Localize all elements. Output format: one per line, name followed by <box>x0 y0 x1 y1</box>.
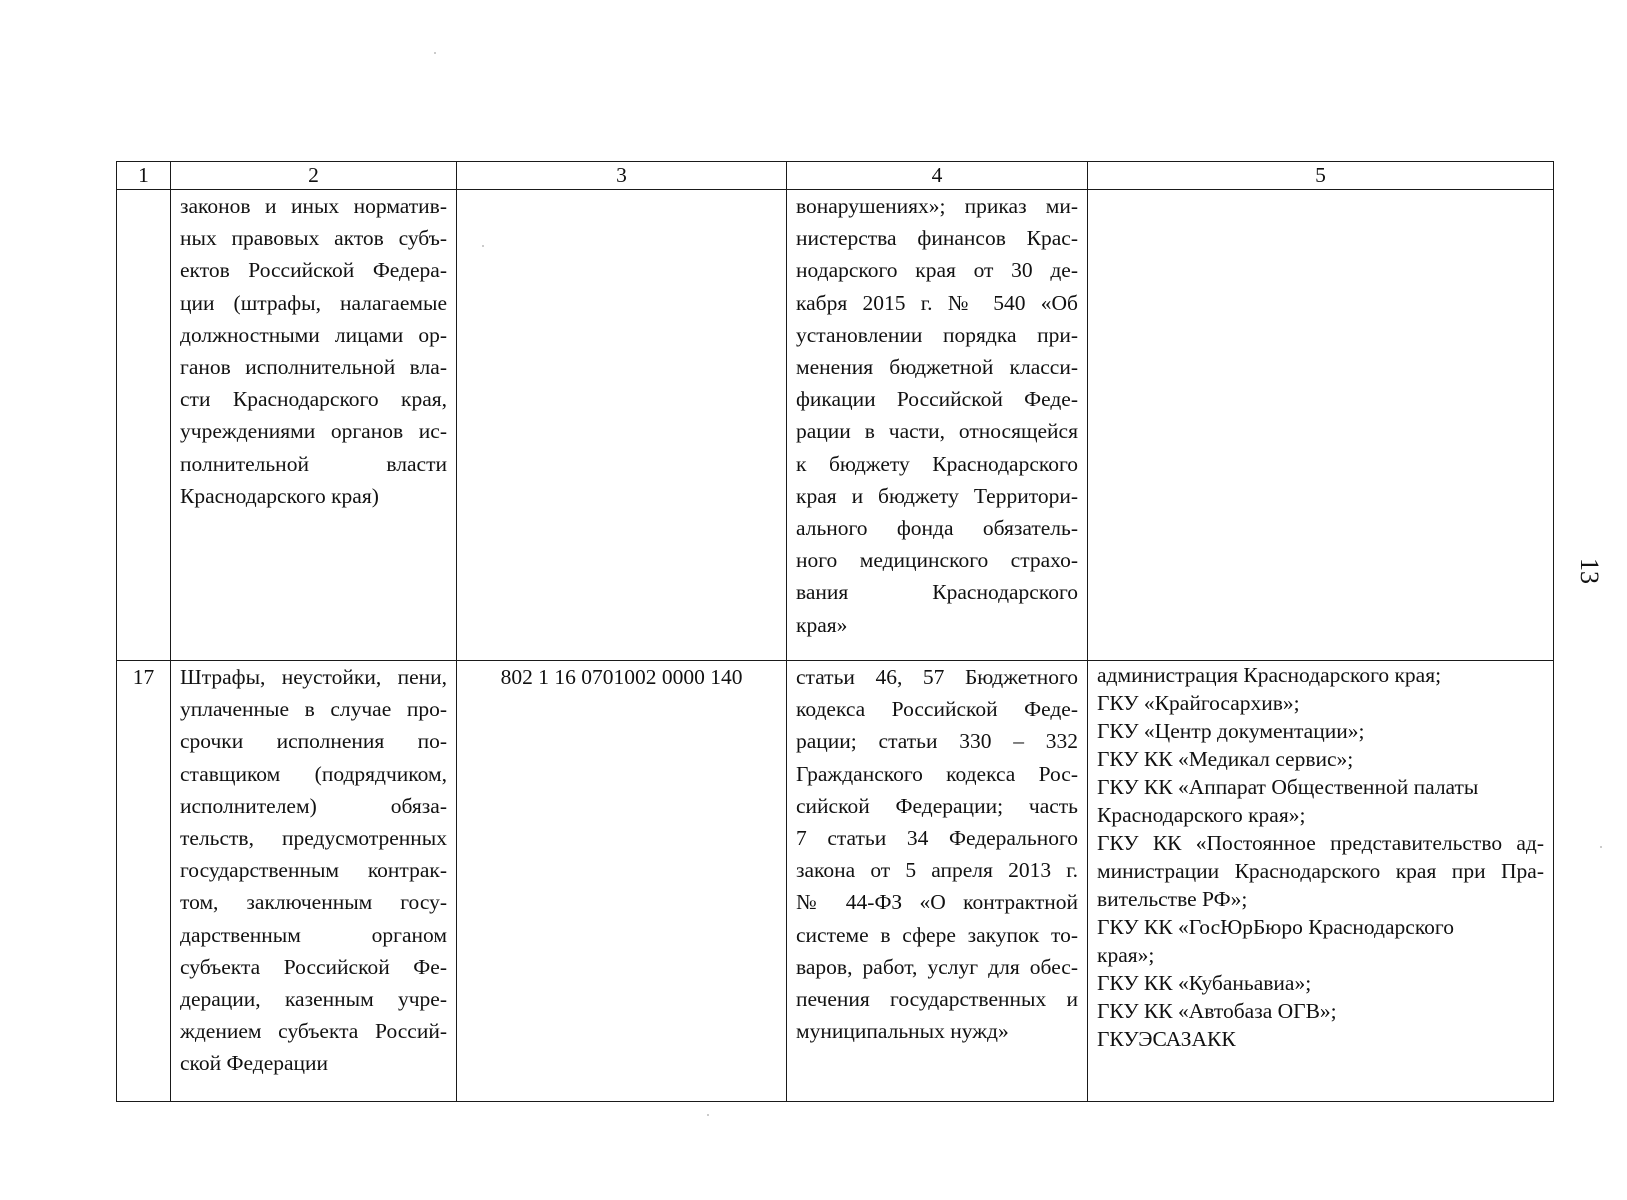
table-row <box>117 190 1554 661</box>
administrator-line: ГКУЭСАЗАКК <box>1097 1027 1236 1051</box>
text-line: срочки исполнения по- <box>180 729 447 754</box>
classification-code-cell <box>457 190 787 661</box>
text-line: к бюджету Краснодарского <box>796 451 1078 476</box>
text-line: кодекса Российской Феде- <box>796 697 1078 722</box>
text-line: ного медицинского страхо- <box>796 548 1078 573</box>
text-line: вонарушениях»; приказ ми- <box>796 194 1078 218</box>
table-header-row <box>117 162 1554 190</box>
text-line: рации в части, относящейся <box>796 419 1078 444</box>
scan-speck <box>434 52 436 54</box>
administrator-line: ГКУ КК «Кубаньавиа»; <box>1097 971 1312 995</box>
text-line: уплаченные в случае про- <box>180 697 447 722</box>
text-line: нодарского края от 30 де- <box>796 258 1078 283</box>
text-line: системе в сфере закупок то- <box>796 922 1078 947</box>
text-line: исполнителем) обяза- <box>180 793 447 818</box>
income-description-cell <box>171 661 457 1102</box>
income-description-cell <box>171 190 457 661</box>
text-line: субъекта Российской Фе- <box>180 954 447 979</box>
text-line: ждением субъекта Россий- <box>180 1019 447 1044</box>
text-line: сти Краснодарского края, <box>180 387 447 412</box>
text-line: № 44-ФЗ «О контрактной <box>796 890 1078 915</box>
text-line: ставщиком (подрядчиком, <box>180 761 447 786</box>
text-line: Краснодарского края) <box>180 483 379 508</box>
legal-basis-text <box>796 190 1078 641</box>
administrator-line: министрации Краснодарского края при Пра- <box>1097 859 1544 883</box>
administrator-line: края»; <box>1097 943 1155 967</box>
header-col-4: 4 <box>787 162 1088 190</box>
text-line: варов, работ, услуг для обес- <box>796 954 1078 979</box>
page-number: 13 <box>1575 558 1604 584</box>
header-col-2: 2 <box>171 162 457 190</box>
administrator-line: ГКУ КК «Медикал сервис»; <box>1097 747 1354 771</box>
text-line: учреждениями органов ис- <box>180 419 447 444</box>
administrators-cell <box>1088 190 1554 661</box>
text-line: Гражданского кодекса Рос- <box>796 761 1078 786</box>
classification-code-cell: 802 1 16 0701002 0000 140 <box>457 661 787 1102</box>
text-line: установлении порядка при- <box>796 322 1078 347</box>
text-line: рации; статьи 330 – 332 <box>796 729 1078 754</box>
text-line: ской Федерации <box>180 1051 329 1076</box>
table-row <box>117 661 1554 1102</box>
text-line: полнительной власти <box>180 451 447 476</box>
administrator-line: вительстве РФ»; <box>1097 887 1248 911</box>
administrator-line: ГКУ «Крайгосархив»; <box>1097 691 1300 715</box>
scan-speck <box>707 1114 709 1116</box>
income-description-text <box>180 190 447 512</box>
text-line: ганов исполнительной вла- <box>180 355 447 380</box>
text-line: том, заключенным госу- <box>180 890 447 915</box>
row-number-cell <box>117 190 171 661</box>
text-line: муниципальных нужд» <box>796 1019 1009 1044</box>
legal-basis-cell <box>787 661 1088 1102</box>
administrator-line: Краснодарского края»; <box>1097 803 1306 827</box>
text-line: края и бюджету Территори- <box>796 483 1078 508</box>
text-line: государственным контрак- <box>180 858 447 883</box>
scan-speck <box>1600 846 1602 848</box>
text-line: статьи 46, 57 Бюджетного <box>796 665 1078 689</box>
text-line: менения бюджетной класси- <box>796 355 1078 380</box>
text-line: вания Краснодарского <box>796 580 1078 605</box>
text-line: сийской Федерации; часть <box>796 793 1078 818</box>
text-line: законов и иных норматив- <box>180 194 447 218</box>
text-line: ектов Российской Федера- <box>180 258 447 283</box>
administrators-list <box>1097 661 1544 1053</box>
text-line: закона от 5 апреля 2013 г. <box>796 858 1078 883</box>
text-line: нистерства финансов Крас- <box>796 226 1078 251</box>
administrator-line: ГКУ КК «Аппарат Общественной палаты <box>1097 775 1479 799</box>
text-line: тельств, предусмотренных <box>180 826 447 851</box>
text-line: Штрафы, неустойки, пени, <box>180 665 447 689</box>
legal-basis-text <box>796 661 1078 1047</box>
legal-basis-cell <box>787 190 1088 661</box>
text-line: фикации Российской Феде- <box>796 387 1078 412</box>
income-description-text <box>180 661 447 1080</box>
text-line: дарственным органом <box>180 922 447 947</box>
text-line: дерации, казенным учре- <box>180 987 447 1012</box>
text-line: печения государственных и <box>796 987 1078 1012</box>
administrator-line: ГКУ «Центр документации»; <box>1097 719 1365 743</box>
text-line: ального фонда обязатель- <box>796 516 1078 541</box>
administrator-line: ГКУ КК «Автобаза ОГВ»; <box>1097 999 1337 1023</box>
row-number-cell: 17 <box>117 661 171 1102</box>
text-line: ции (штрафы, налагаемые <box>180 290 447 315</box>
administrator-line: администрация Краснодарского края; <box>1097 663 1442 687</box>
header-col-3: 3 <box>457 162 787 190</box>
budget-classification-table <box>116 161 1554 1102</box>
text-line: должностными лицами ор- <box>180 322 447 347</box>
administrator-line: ГКУ КК «Постоянное представительство ад- <box>1097 831 1544 855</box>
text-line: 7 статьи 34 Федерального <box>796 826 1078 851</box>
header-col-5: 5 <box>1088 162 1554 190</box>
administrators-cell <box>1088 661 1554 1102</box>
scan-speck <box>482 245 484 247</box>
administrator-line: ГКУ КК «ГосЮрБюро Краснодарского <box>1097 915 1454 939</box>
header-col-1: 1 <box>117 162 171 190</box>
text-line: кабря 2015 г. № 540 «Об <box>796 290 1078 315</box>
text-line: края» <box>796 612 848 637</box>
text-line: ных правовых актов субъ- <box>180 226 447 251</box>
